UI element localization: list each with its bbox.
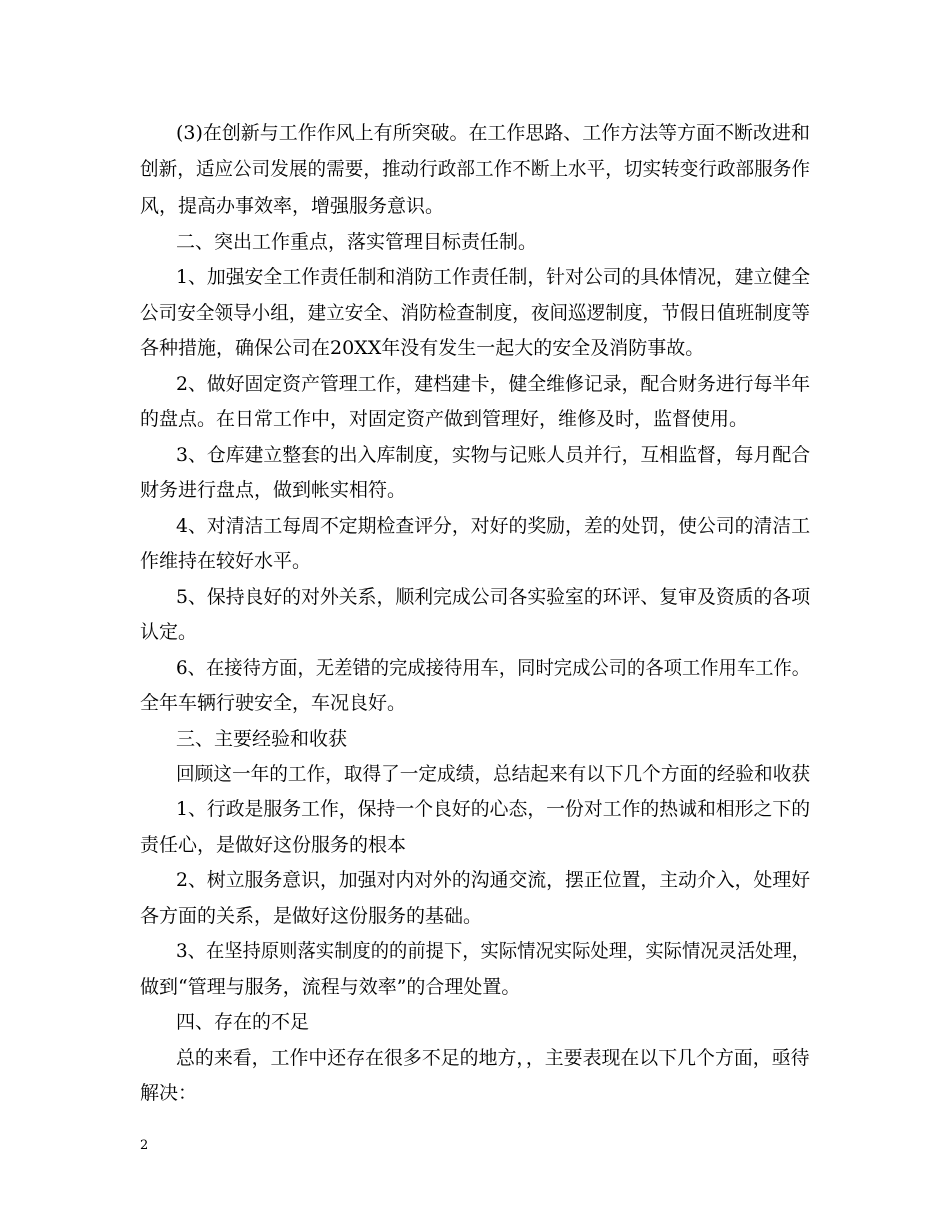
paragraph-line: 公司安全领导小组，建立安全、消防检查制度，夜间巡逻制度，节假日值班制度等 (140, 302, 811, 324)
paragraph-line: 全年车辆行驶安全，车况良好。 (140, 692, 407, 714)
paragraph-line: 责任心，是做好这份服务的根本 (140, 834, 407, 856)
paragraph-line: 创新，适应公司发展的需要，推动行政部工作不断上水平，切实转变行政部服务作 (140, 158, 811, 180)
page-number: 2 (140, 1138, 149, 1153)
paragraph-line: 3、仓库建立整套的出入库制度，实物与记账人员并行，互相监督，每月配合 (176, 444, 811, 466)
paragraph-line: 做到“管理与服务，流程与效率”的合理处置。 (140, 976, 521, 998)
paragraph-line: 总的来看，工作中还存在很多不足的地方，，主要表现在以下几个方面，亟待 (176, 1047, 810, 1069)
paragraph-line: (3)在创新与工作作风上有所突破。在工作思路、工作方法等方面不断改进和 (176, 122, 810, 144)
paragraph-line: 各方面的关系，是做好这份服务的基础。 (140, 905, 483, 927)
paragraph-line: 2、做好固定资产管理工作，建档建卡，健全维修记录，配合财务进行每半年 (176, 373, 811, 395)
paragraph-line: 6、在接待方面，无差错的完成接待用车，同时完成公司的各项工作用车工作。 (176, 657, 811, 679)
paragraph-line: 作维持在较好水平。 (140, 550, 312, 572)
paragraph-line: 1、行政是服务工作，保持一个良好的心态，一份对工作的热诚和相形之下的 (176, 798, 811, 820)
paragraph-line: 3、在坚持原则落实制度的的前提下，实际情况实际处理，实际情况灵活处理， (176, 940, 811, 962)
section-heading: 三、主要经验和收获 (176, 728, 348, 750)
paragraph-line: 的盘点。在日常工作中，对固定资产做到管理好，维修及时，监督使用。 (140, 408, 749, 430)
paragraph-line: 财务进行盘点，做到帐实相符。 (140, 479, 407, 501)
paragraph-line: 1、加强安全工作责任制和消防工作责任制，针对公司的具体情况，建立健全 (176, 266, 811, 288)
paragraph-line: 5、保持良好的对外关系，顺利完成公司各实验室的环评、复审及资质的各项 (176, 586, 811, 608)
paragraph-line: 认定。 (140, 621, 198, 643)
section-heading: 四、存在的不足 (176, 1011, 310, 1033)
paragraph-line: 2、树立服务意识，加强对内对外的沟通交流，摆正位置，主动介入，处理好 (176, 869, 811, 891)
paragraph-line: 风，提高办事效率，增强服务意识。 (140, 195, 445, 217)
paragraph-line: 4、对清洁工每周不定期检查评分，对好的奖励，差的处罚，使公司的清洁工 (176, 515, 811, 537)
paragraph-line: 各种措施，确保公司在20XX年没有发生一起大的安全及消防事故。 (140, 337, 705, 359)
paragraph-line: 回顾这一年的工作，取得了一定成绩，总结起来有以下几个方面的经验和收获 (176, 763, 811, 785)
paragraph-line: 解决： (140, 1082, 198, 1104)
section-heading: 二、突出工作重点，落实管理目标责任制。 (176, 231, 538, 253)
